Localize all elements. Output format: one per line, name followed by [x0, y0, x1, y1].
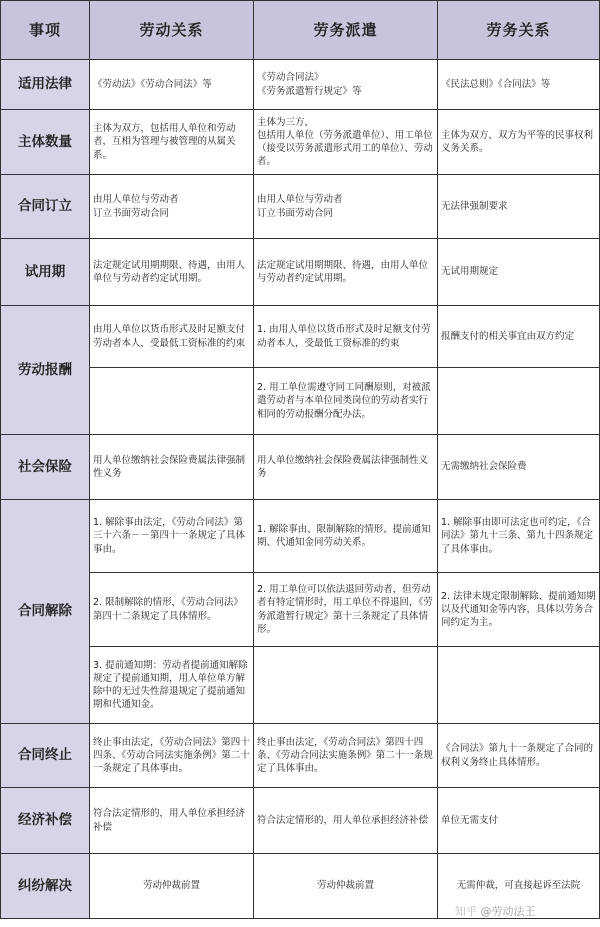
- row-termination-cont: [1, 647, 600, 724]
- cell-dispatch-empty: [254, 647, 438, 724]
- cell-service: 主体为双方，双方为平等的民事权利义务关系。: [438, 110, 600, 175]
- cell-service: 无试用期规定: [438, 239, 600, 306]
- row-label: 适用法律: [1, 60, 90, 110]
- cell-service: 无法律强制要求: [438, 175, 600, 239]
- cell-labor-empty: [90, 368, 254, 435]
- cell-service: 报酬支付的相关事宜由双方约定: [438, 306, 600, 368]
- cell-dispatch: 终止事由法定，《劳动合同法》第四十四条、《劳动合同法实施条例》第二十一条规定了具体事由。: [254, 724, 438, 788]
- cell-service: 《民法总则》《合同法》等: [438, 60, 600, 110]
- row-label: 合同解除: [1, 500, 90, 724]
- cell-labor: 符合法定情形的，用人单位承担经济补偿: [90, 788, 254, 854]
- row-label: 劳动报酬: [1, 306, 90, 435]
- cell-dispatch: 符合法定情形的，用人单位承担经济补偿: [254, 788, 438, 854]
- row-label: 主体数量: [1, 110, 90, 175]
- cell-labor: 由用人单位以货币形式及时足额支付劳动者本人，受最低工资标准的约束: [90, 306, 254, 368]
- row-insurance: [1, 435, 600, 500]
- row-probation: [1, 239, 600, 306]
- row-termination: [1, 500, 600, 573]
- watermark-site: 知乎: [455, 905, 477, 918]
- row-label: 纠纷解决: [1, 854, 90, 919]
- cell-labor: 主体为双方，包括用人单位和劳动者，互相为管理与被管理的从属关系。: [90, 110, 254, 175]
- cell-labor: 1. 解除事由法定，《劳动合同法》第三十六条－－第四十一条规定了具体事由。: [90, 500, 254, 573]
- cell-service: 2. 法律未规定限制解除、提前通知期以及代通知金等内容，具体以劳务合同约定为主。: [438, 573, 600, 647]
- row-label: 社会保险: [1, 435, 90, 500]
- watermark-author: @劳动法王: [480, 905, 536, 918]
- header-service-relation: 劳务关系: [438, 1, 600, 60]
- cell-labor: 《劳动法》《劳动合同法》等: [90, 60, 254, 110]
- cell-labor: 3. 提前通知期：劳动者提前通知解除规定了提前通知期，用人单位单方解除中的无过失性辞退规定了提前通知期和代通知金。: [90, 647, 254, 724]
- cell-service: 单位无需支付: [438, 788, 600, 854]
- row-termination-cont: [1, 573, 600, 647]
- cell-labor: 用人单位缴纳社会保险费属法律强制性义务: [90, 435, 254, 500]
- row-contract: [1, 175, 600, 239]
- row-pay-cont: [1, 368, 600, 435]
- cell-dispatch: 1. 由用人单位以货币形式及时足额支付劳动者本人，受最低工资标准的约束: [254, 306, 438, 368]
- row-expiry: [1, 724, 600, 788]
- cell-dispatch: 用人单位缴纳社会保险费属法律强制性义务: [254, 435, 438, 500]
- cell-service: 无需缴纳社会保险费: [438, 435, 600, 500]
- cell-labor: 由用人单位与劳动者 订立书面劳动合同: [90, 175, 254, 239]
- row-label: 试用期: [1, 239, 90, 306]
- row-compensation: [1, 788, 600, 854]
- row-pay: [1, 306, 600, 368]
- cell-labor: 法定规定试用期期限、待遇，由用人单位与劳动者约定试用期。: [90, 239, 254, 306]
- cell-dispatch: 由用人单位与劳动者 订立书面劳动合同: [254, 175, 438, 239]
- cell-dispatch: 《劳动合同法》 《劳务派遣暂行规定》等: [254, 60, 438, 110]
- cell-labor: 劳动仲裁前置: [90, 854, 254, 919]
- cell-service: 1. 解除事由即可法定也可约定，《合同法》第九十三条、第九十四条规定了具体事由。: [438, 500, 600, 573]
- header-labor-relation: 劳动关系: [90, 1, 254, 60]
- watermark: [455, 903, 536, 919]
- row-label: 合同订立: [1, 175, 90, 239]
- row-applicable-law: [1, 60, 600, 110]
- cell-dispatch: 2. 用工单位可以依法退回劳动者，但劳动者有特定情形时，用工单位不得退回，《劳务派遣暂行规定》第十三条规定了具体情形。: [254, 573, 438, 647]
- cell-dispatch: 主体为三方， 包括用人单位（劳务派遣单位）、用工单位（接受以劳务派遣形式用工的单位）、劳动者。: [254, 110, 438, 175]
- cell-dispatch: 1. 解除事由、限制解除的情形、提前通知期、代通知金同劳动关系。: [254, 500, 438, 573]
- row-label: 合同终止: [1, 724, 90, 788]
- header-item: 事项: [1, 1, 90, 60]
- row-parties: [1, 110, 600, 175]
- cell-labor: 终止事由法定，《劳动合同法》第四十四条、《劳动合同法实施条例》第二十一条规定了具体事由。: [90, 724, 254, 788]
- cell-service: 《合同法》第九十一条规定了合同的权利义务终止具体情形。: [438, 724, 600, 788]
- header-labor-dispatch: 劳务派遣: [254, 1, 438, 60]
- row-label: 经济补偿: [1, 788, 90, 854]
- header-row: [1, 1, 600, 60]
- cell-dispatch: 劳动仲裁前置: [254, 854, 438, 919]
- cell-service: 无需仲裁，可直接起诉至法院: [438, 854, 600, 919]
- cell-labor: 2. 限制解除的情形，《劳动合同法》第四十二条规定了具体情形。: [90, 573, 254, 647]
- cell-dispatch: 2. 用工单位需遵守同工同酬原则，对被派遣劳动者与本单位同类岗位的劳动者实行相同的劳动报酬分配办法。: [254, 368, 438, 435]
- cell-service-empty: [438, 368, 600, 435]
- cell-dispatch: 法定规定试用期期限、待遇，由用人单位与劳动者约定试用期。: [254, 239, 438, 306]
- cell-service-empty: [438, 647, 600, 724]
